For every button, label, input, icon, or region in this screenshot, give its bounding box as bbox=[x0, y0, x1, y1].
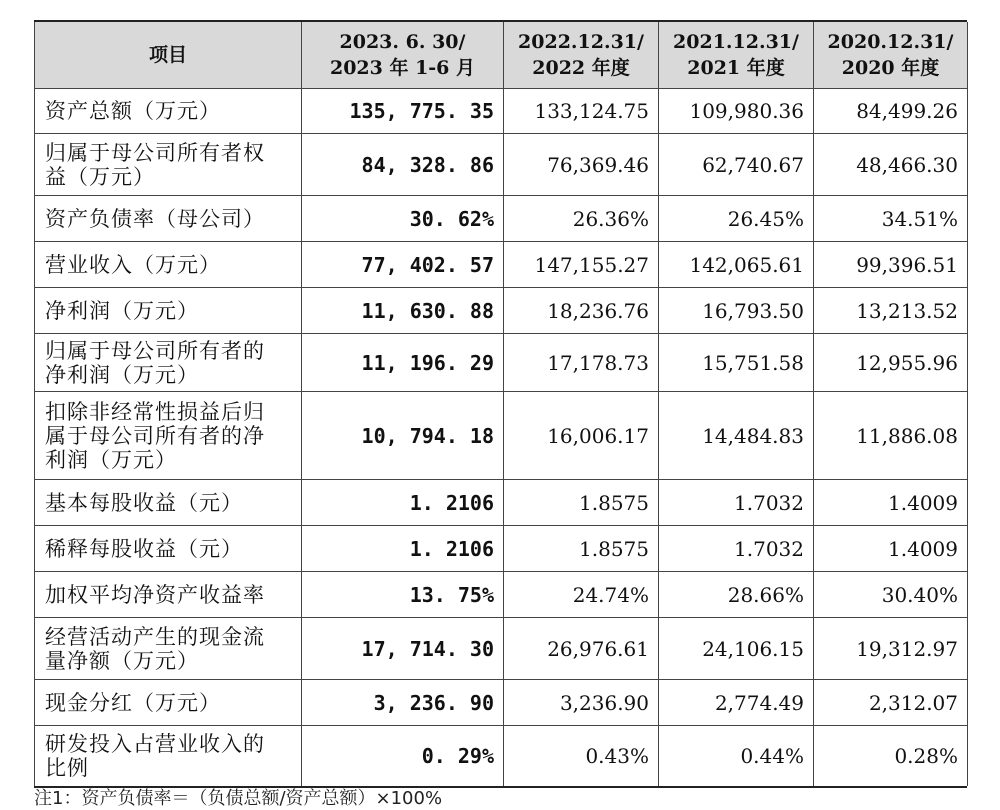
row-label-line: 基本每股收益（元） bbox=[45, 490, 243, 515]
cell-current-period: 0. 29% bbox=[302, 726, 504, 786]
table-row bbox=[35, 242, 968, 288]
header-period-3 bbox=[659, 22, 814, 89]
header-line: 项目 bbox=[148, 44, 187, 66]
cell-value: 0.43% bbox=[504, 726, 659, 786]
cell-value: 24,106.15 bbox=[659, 618, 814, 680]
cell-current-period: 84, 328. 86 bbox=[302, 134, 504, 196]
header-item bbox=[35, 22, 302, 89]
row-label-line: 净利润（万元） bbox=[45, 298, 199, 323]
cell-value: 26.36% bbox=[504, 196, 659, 242]
cell-value: 3,236.90 bbox=[504, 680, 659, 726]
cell-current-period: 30. 62% bbox=[302, 196, 504, 242]
header-period-1 bbox=[302, 22, 504, 89]
header-line: 2023. 6. 30/ bbox=[339, 31, 466, 53]
table-row bbox=[35, 618, 968, 680]
row-label-line: 营业收入（万元） bbox=[45, 252, 221, 277]
row-label-line: 比例 bbox=[45, 755, 89, 780]
cell-current-period: 11, 630. 88 bbox=[302, 288, 504, 334]
cell-value: 15,751.58 bbox=[659, 334, 814, 392]
row-label bbox=[35, 726, 302, 786]
row-label-line: 属于母公司所有者的净 bbox=[45, 423, 265, 448]
row-label bbox=[35, 618, 302, 680]
header-line: 2023 年 1-6 月 bbox=[329, 57, 476, 79]
table-row bbox=[35, 392, 968, 480]
cell-value: 26.45% bbox=[659, 196, 814, 242]
cell-value: 12,955.96 bbox=[814, 334, 968, 392]
row-label bbox=[35, 480, 302, 526]
cell-value: 1.8575 bbox=[504, 480, 659, 526]
row-label bbox=[35, 680, 302, 726]
cell-value: 11,886.08 bbox=[814, 392, 968, 480]
cell-current-period: 1. 2106 bbox=[302, 480, 504, 526]
footnote: 注1：资产负债率＝（负债总额/资产总额）×100% bbox=[34, 788, 443, 809]
row-label bbox=[35, 288, 302, 334]
table-row bbox=[35, 572, 968, 618]
row-label-line: 资产负债率（母公司） bbox=[45, 206, 265, 231]
row-label-line: 归属于母公司所有者的 bbox=[45, 338, 265, 363]
header-line: 2020.12.31/ bbox=[827, 31, 954, 53]
cell-value: 34.51% bbox=[814, 196, 968, 242]
row-label bbox=[35, 196, 302, 242]
cell-value: 2,312.07 bbox=[814, 680, 968, 726]
header-line: 2022.12.31/ bbox=[518, 31, 644, 53]
cell-value: 14,484.83 bbox=[659, 392, 814, 480]
row-label bbox=[35, 526, 302, 572]
cell-value: 1.4009 bbox=[814, 526, 968, 572]
table-body bbox=[35, 89, 968, 786]
row-label-line: 净利润（万元） bbox=[45, 362, 199, 387]
cell-value: 24.74% bbox=[504, 572, 659, 618]
cell-current-period: 135, 775. 35 bbox=[302, 89, 504, 134]
header-line: 2021 年度 bbox=[687, 57, 785, 79]
cell-current-period: 17, 714. 30 bbox=[302, 618, 504, 680]
cell-value: 0.28% bbox=[814, 726, 968, 786]
cell-value: 13,213.52 bbox=[814, 288, 968, 334]
row-label-line: 稀释每股收益（元） bbox=[45, 536, 243, 561]
cell-value: 16,793.50 bbox=[659, 288, 814, 334]
header-line: 2021.12.31/ bbox=[673, 31, 799, 53]
financial-data-table-container bbox=[34, 20, 967, 788]
cell-value: 1.7032 bbox=[659, 526, 814, 572]
row-label-line: 资产总额（万元） bbox=[45, 99, 221, 123]
table-row bbox=[35, 89, 968, 134]
row-label-line: 研发投入占营业收入的 bbox=[45, 731, 265, 756]
row-label-line: 经营活动产生的现金流 bbox=[45, 624, 265, 649]
cell-value: 1.4009 bbox=[814, 480, 968, 526]
cell-value: 18,236.76 bbox=[504, 288, 659, 334]
table-header-row bbox=[35, 22, 968, 89]
row-label bbox=[35, 134, 302, 196]
header-period-2 bbox=[504, 22, 659, 89]
cell-value: 30.40% bbox=[814, 572, 968, 618]
table-row bbox=[35, 726, 968, 786]
header-line: 2020 年度 bbox=[841, 57, 940, 79]
table-row bbox=[35, 134, 968, 196]
cell-value: 17,178.73 bbox=[504, 334, 659, 392]
cell-current-period: 1. 2106 bbox=[302, 526, 504, 572]
cell-current-period: 13. 75% bbox=[302, 572, 504, 618]
cell-value: 2,774.49 bbox=[659, 680, 814, 726]
cell-current-period: 77, 402. 57 bbox=[302, 242, 504, 288]
table-row bbox=[35, 480, 968, 526]
row-label bbox=[35, 572, 302, 618]
row-label-line: 现金分红（万元） bbox=[45, 690, 221, 715]
cell-value: 142,065.61 bbox=[659, 242, 814, 288]
row-label-line: 量净额（万元） bbox=[45, 648, 199, 673]
table-row bbox=[35, 680, 968, 726]
cell-value: 16,006.17 bbox=[504, 392, 659, 480]
cell-value: 76,369.46 bbox=[504, 134, 659, 196]
row-label bbox=[35, 242, 302, 288]
cell-value: 1.7032 bbox=[659, 480, 814, 526]
cell-value: 99,396.51 bbox=[814, 242, 968, 288]
row-label bbox=[35, 392, 302, 480]
cell-current-period: 3, 236. 90 bbox=[302, 680, 504, 726]
table-row bbox=[35, 288, 968, 334]
row-label bbox=[35, 89, 302, 134]
header-period-4 bbox=[814, 22, 968, 89]
table-row bbox=[35, 196, 968, 242]
row-label-line: 利润（万元） bbox=[45, 447, 177, 472]
cell-current-period: 10, 794. 18 bbox=[302, 392, 504, 480]
cell-value: 147,155.27 bbox=[504, 242, 659, 288]
financial-data-table bbox=[34, 22, 968, 786]
cell-value: 1.8575 bbox=[504, 526, 659, 572]
cell-value: 84,499.26 bbox=[814, 89, 968, 134]
cell-value: 133,124.75 bbox=[504, 89, 659, 134]
row-label-line: 益（万元） bbox=[45, 164, 155, 189]
cell-value: 28.66% bbox=[659, 572, 814, 618]
cell-value: 48,466.30 bbox=[814, 134, 968, 196]
header-line: 2022 年度 bbox=[532, 57, 630, 79]
row-label-line: 加权平均净资产收益率 bbox=[45, 582, 265, 607]
row-label-line: 归属于母公司所有者权 bbox=[45, 140, 265, 165]
cell-current-period: 11, 196. 29 bbox=[302, 334, 504, 392]
row-label-line: 扣除非经常性损益后归 bbox=[45, 399, 265, 424]
cell-value: 26,976.61 bbox=[504, 618, 659, 680]
cell-value: 0.44% bbox=[659, 726, 814, 786]
cell-value: 109,980.36 bbox=[659, 89, 814, 134]
row-label bbox=[35, 334, 302, 392]
cell-value: 19,312.97 bbox=[814, 618, 968, 680]
table-row bbox=[35, 334, 968, 392]
table-row bbox=[35, 526, 968, 572]
cell-value: 62,740.67 bbox=[659, 134, 814, 196]
